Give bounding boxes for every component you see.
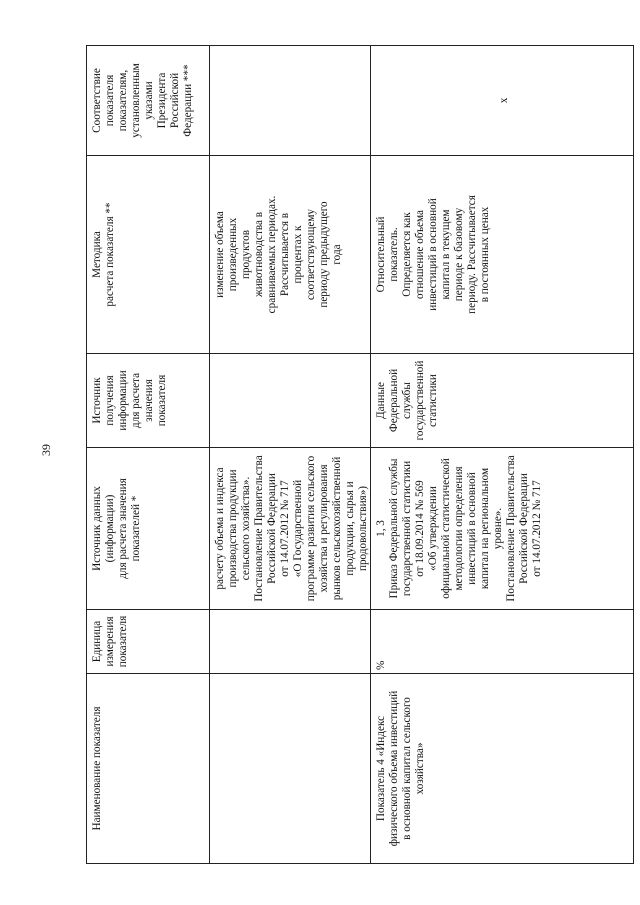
header-compliance: Соответствие показателя показателям, установленным указами Президента Российской Федерации *** — [87, 46, 210, 156]
page-number: 39 — [39, 444, 53, 456]
rotated-page-content — [86, 46, 612, 864]
header-info-source: Источник получения информации для расчета значения показателя — [87, 354, 210, 448]
cell-info-source — [210, 354, 371, 448]
cell-compliance — [210, 46, 371, 156]
indicators-table — [86, 45, 634, 864]
cell-method: Относительный показатель. Определяется как отношение объема инвестиций в основной капитал в текущем периоде к базовому периоду. Рассчитывается в постоянных ценах — [371, 156, 634, 354]
cell-info-source: Данные Федеральной службы государственной статистики — [371, 354, 634, 448]
header-indicator-name: Наименование показателя — [87, 674, 210, 864]
header-method: Методика расчета показателя ** — [87, 156, 210, 354]
cell-compliance: x — [371, 46, 634, 156]
cell-unit — [210, 610, 371, 674]
cell-data-source: расчету объема и индекса производства продукции сельского хозяйства». Постановление Правительства Российской Федерации от 14.07.2012 № 717 «О Государственной программе развития сельского хозяйства и регулирования рынков сельскохозяйственной продукции, сырья и продовольствия») — [210, 448, 371, 610]
header-data-source: Источник данных (информации) для расчета значения показателей * — [87, 448, 210, 610]
cell-data-source: 1, 3 Приказ Федеральной службы государственной статистики от 18.09.2014 № 569 «Об утверждении официальной статистической методологии определения инвестиций в основной капитал на региональном уровне». Постановление Правительства Российской Федерации от 14.07.2012 № 717 — [371, 448, 634, 610]
cell-indicator-name: Показатель 4 «Индекс физического объема инвестиций в основной капитал сельского хозяйства» — [371, 674, 634, 864]
table-row — [210, 46, 371, 864]
header-unit: Единица измерения показателя — [87, 610, 210, 674]
table-row — [371, 46, 634, 864]
cell-unit: % — [371, 610, 634, 674]
table-header-row — [87, 46, 210, 864]
cell-indicator-name — [210, 674, 371, 864]
cell-method: изменение объема произведенных продуктов животноводства в сравниваемых периодах. Рассчитывается в процентах к соответствующему периоду предыдущего года — [210, 156, 371, 354]
